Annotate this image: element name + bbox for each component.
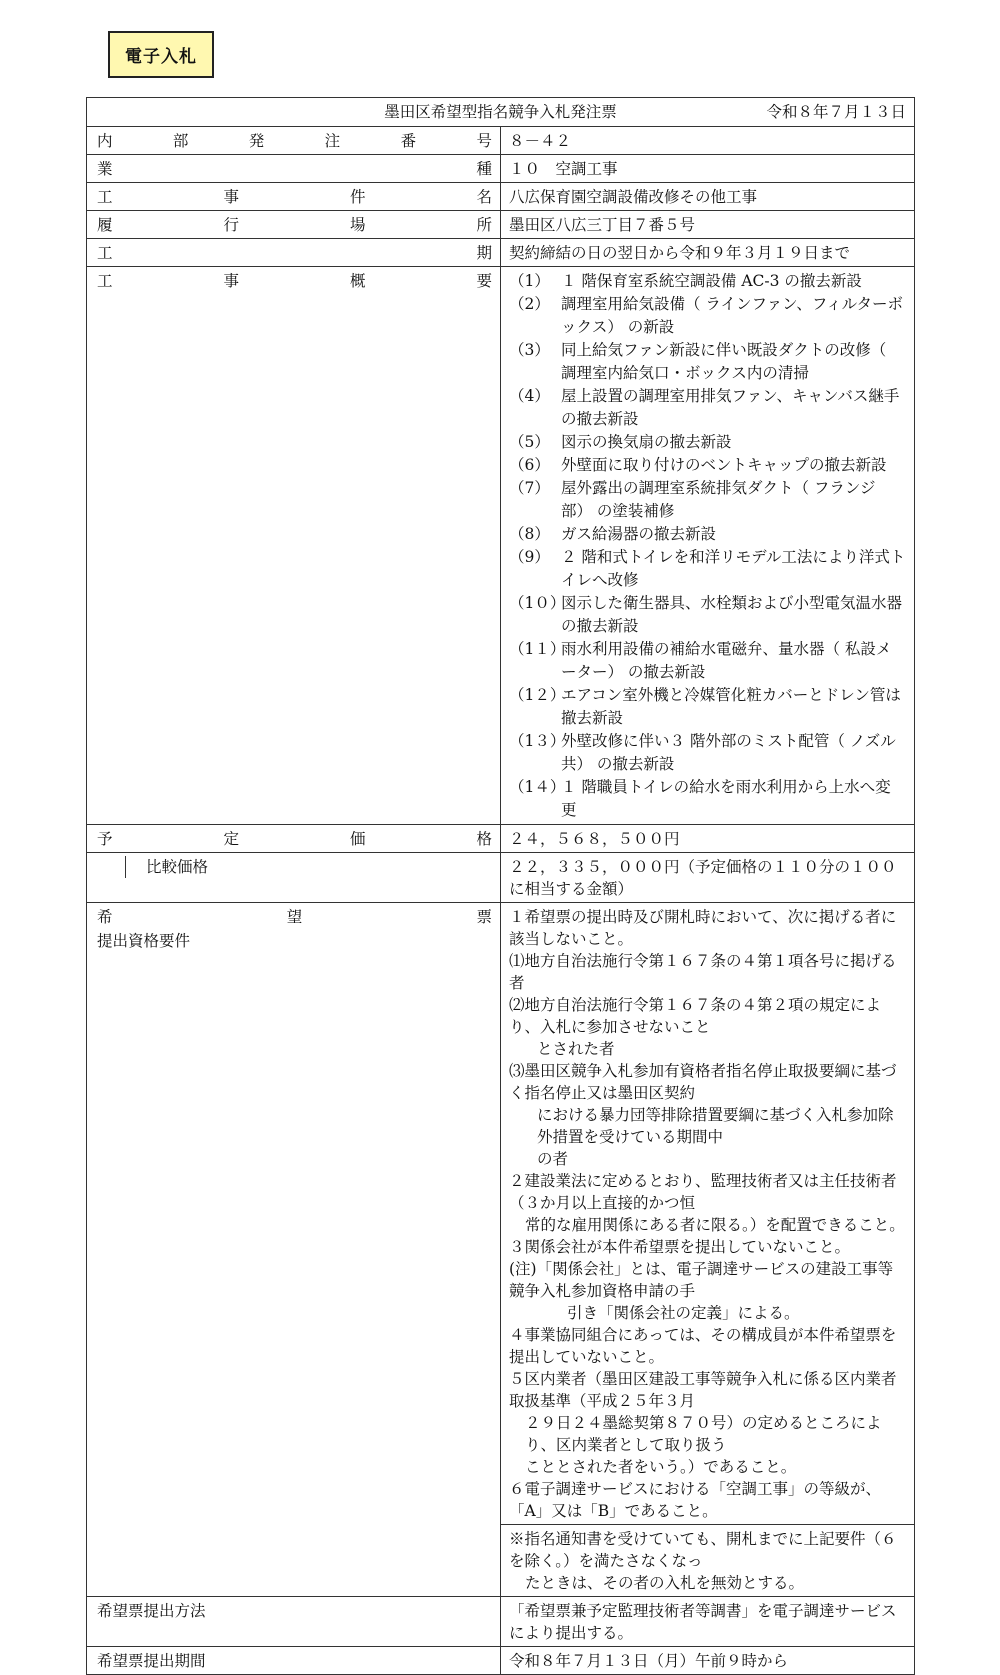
list-item: （5） 図示の換気扇の撤去新設 [509,433,732,451]
row-submission-method [87,1597,915,1647]
label-overview: 工 事 概 要 [97,272,492,290]
value-submission-term: 令和８年７月１３日（月）午前９時から [501,1647,915,1675]
label-compare-price: 比較価格 [125,856,500,878]
electronic-bid-badge: 電子入札 [108,31,214,78]
row-place [87,211,915,239]
requirements-footnote: ※指名通知書を受けていても、開札までに上記要件（６を除く。）を満たさなくなっ たときは、その者の入札を無効とする。 [501,1525,915,1597]
list-item: （4） 屋上設置の調理室用排気ファン、キャンバス継手の撤去新設 [509,387,900,428]
list-item: （1１） 雨水利用設備の補給水電磁弁、量水器（ 私設メーター） の撤去新設 [509,640,892,681]
list-item: （7） 屋外露出の調理室系統排気ダクト（ フランジ部） の塗装補修 [509,479,876,520]
row-overview [87,267,915,825]
label-project-name: 工 事 件 名 [97,188,492,206]
label-category: 業 種 [97,160,492,178]
list-item: （3） 同上給気ファン新設に伴い既設ダクトの改修（ 調理室内給気口・ボックス内の清掃 [509,341,887,382]
row-project-name [87,183,915,211]
row-compare-price [87,853,915,903]
order-table [86,97,915,1675]
requirements-text: １希望票の提出時及び開札時において、次に掲げる者に該当しないこと。 ⑴地方自治法施行令第１６７条の４第１項各号に掲げる者 ⑵地方自治法施行令第１６７条の４第２項の規定により、入札に参加させないこと とされた者 ⑶墨田区競争入札参加有資格者指名停止取扱要綱に基づく指名停止又は墨田区契約 における暴力団等排除措置要綱に基づく入札参加除外措置を受けている期間中 の者 ２建設業法に定めるとおり、監理技術者又は主任技術者（３か月以上直接的かつ恒 常的な雇用関係にある者に限る。）を配置できること。 ３関係会社が本件希望票を提出していないこと。 (注)「関係会社」とは、電子調達サービスの建設工事等競争入札参加資格申請の手 引き「関係会社の定義」による。 ４事業協同組合にあっては、その構成員が本件希望票を提出していないこと。 ５区内業者（墨田区建設工事等競争入札に係る区内業者取扱基準（平成２５年３月 ２９日２４墨総契第８７０号）の定めるところにより、区内業者として取り扱う こととされた者をいう。）であること。 ６電子調達サービスにおける「空調工事」の等級が、「A」又は「B」であること。 [501,903,915,1525]
order-form [86,97,915,1675]
row-requirements [87,903,915,1525]
value-period: 契約締結の日の翌日から令和９年３月１９日まで [501,239,915,267]
label-place: 履 行 場 所 [97,216,492,234]
list-item: （1０） 図示した衛生器具、水栓類および小型電気温水器の撤去新設 [509,594,903,635]
value-compare-price: ２２，３３５，０００円（予定価格の１１０分の１００に相当する金額） [501,853,915,903]
value-order-number: ８－４２ [501,127,915,155]
value-price: ２４，５６８，５００円 [501,825,915,853]
label-requirements-line2: 提出資格要件 [97,932,191,950]
value-submission-method: 「希望票兼予定監理技術者等調書」を電子調達サービスにより提出する。 [501,1597,915,1647]
label-requirements-line1: 希 望 票 [97,908,492,926]
list-item: （6） 外壁面に取り付けのベントキャップの撤去新設 [509,456,887,474]
value-project-name: 八広保育園空調設備改修その他工事 [501,183,915,211]
value-place: 墨田区八広三丁目７番５号 [501,211,915,239]
issue-date: 令和８年７月１３日 [766,103,906,121]
value-category: １０ 空調工事 [501,155,915,183]
label-submission-term: 希望票提出期間 [97,1652,206,1670]
row-category [87,155,915,183]
label-submission-method: 希望票提出方法 [97,1602,206,1620]
list-item: （9） ２ 階和式トイレを和洋リモデル工法により洋式トイレへ改修 [509,548,906,589]
list-item: （1３） 外壁改修に伴い３ 階外部のミスト配管（ ノズル共） の撤去新設 [509,732,896,773]
row-submission-term [87,1647,915,1675]
row-price [87,825,915,853]
label-order-number: 内 部 発 注 番 号 [97,132,492,150]
form-title: 墨田区希望型指名競争入札発注票 [384,103,617,121]
overview-list [501,267,915,825]
list-item: （1４） １ 階職員トイレの給水を雨水利用から上水へ変更 [509,778,891,819]
label-period: 工 期 [97,244,492,262]
list-item: （2） 調理室用給気設備（ ラインファン、フィルターボックス） の新設 [509,295,904,336]
list-item: （1） １ 階保育室系統空調設備 AC-3 の撤去新設 [509,272,862,290]
list-item: （8） ガス給湯器の撤去新設 [509,525,717,543]
list-item: （1２） エアコン室外機と冷媒管化粧カバーとドレン管は撤去新設 [509,686,901,727]
title-row [87,98,915,127]
row-order-number [87,127,915,155]
label-price: 予 定 価 格 [97,830,492,848]
row-period [87,239,915,267]
